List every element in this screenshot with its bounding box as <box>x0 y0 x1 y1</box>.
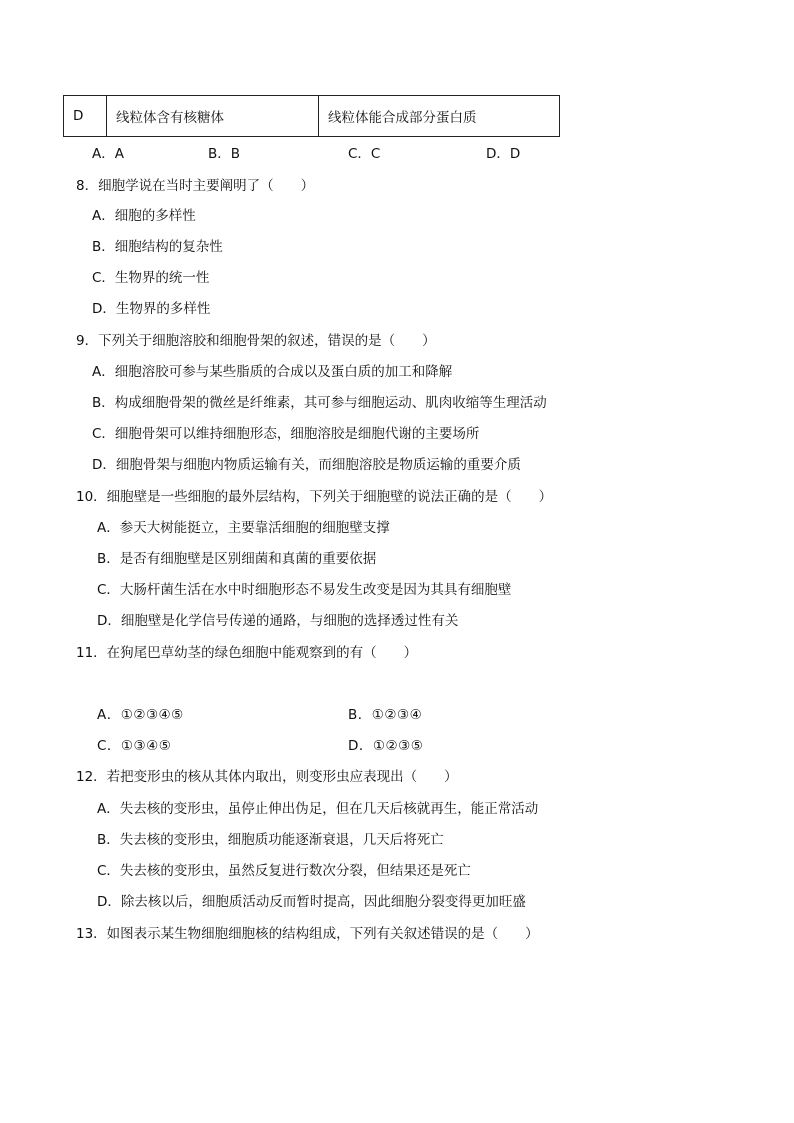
q12-option-b: B．失去核的变形虫，细胞质功能逐渐衰退，几天后将死亡 <box>97 832 444 848</box>
q8-option-a: A．细胞的多样性 <box>92 208 196 224</box>
q10-option-b: B．是否有细胞壁是区别细菌和真菌的重要依据 <box>97 551 377 567</box>
question-11-stem: 11．在狗尾巴草幼茎的绿色细胞中能观察到的有（ ） <box>76 645 418 661</box>
option-table <box>63 95 560 137</box>
q9-option-c: C．细胞骨架可以维持细胞形态，细胞溶胶是细胞代谢的主要场所 <box>92 426 480 442</box>
question-9-stem: 9．下列关于细胞溶胶和细胞骨架的叙述，错误的是（ ） <box>76 333 436 349</box>
q10-option-d: D．细胞壁是化学信号传递的通路，与细胞的选择透过性有关 <box>97 613 459 629</box>
q8-option-d: D．生物界的多样性 <box>92 301 211 317</box>
question-8-stem: 8．细胞学说在当时主要阐明了（ ） <box>76 178 315 194</box>
q11-option-d: D．①②③⑤ <box>348 738 424 754</box>
q9-option-a: A．细胞溶胶可参与某些脂质的合成以及蛋白质的加工和降解 <box>92 364 453 380</box>
question-13-stem: 13．如图表示某生物细胞细胞核的结构组成，下列有关叙述错误的是（ ） <box>76 926 539 942</box>
q12-option-c: C．失去核的变形虫，虽然反复进行数次分裂，但结果还是死亡 <box>97 863 471 879</box>
q9-option-b: B．构成细胞骨架的微丝是纤维素，其可参与细胞运动、肌肉收缩等生理活动 <box>92 395 547 411</box>
question-12-stem: 12．若把变形虫的核从其体内取出，则变形虫应表现出（ ） <box>76 769 458 785</box>
row-col1-cell: 线粒体含有核糖体 <box>107 96 319 137</box>
q8-option-c: C．生物界的统一性 <box>92 270 210 286</box>
question-10-stem: 10．细胞壁是一些细胞的最外层结构，下列关于细胞壁的说法正确的是（ ） <box>76 489 553 505</box>
q8-option-b: B．细胞结构的复杂性 <box>92 239 223 255</box>
q11-option-c: C．①③④⑤ <box>97 738 172 754</box>
q10-option-c: C．大肠杆菌生活在水中时细胞形态不易发生改变是因为其具有细胞壁 <box>97 582 512 598</box>
q12-option-a: A．失去核的变形虫，虽停止伸出伪足，但在几天后核就再生，能正常活动 <box>97 801 539 817</box>
q10-option-a: A．参天大树能挺立，主要靠活细胞的细胞壁支撑 <box>97 520 390 536</box>
q12-option-d: D．除去核以后，细胞质活动反而暂时提高，因此细胞分裂变得更加旺盛 <box>97 894 526 910</box>
table-row <box>64 96 560 137</box>
q11-option-a: A．①②③④⑤ <box>97 707 184 723</box>
q9-option-d: D．细胞骨架与细胞内物质运输有关，而细胞溶胶是物质运输的重要介质 <box>92 457 521 473</box>
q7-option-a: A．A <box>92 146 124 162</box>
row-letter-cell: D <box>64 96 107 137</box>
q7-option-d: D．D <box>486 146 521 162</box>
q7-option-b: B．B <box>208 146 241 162</box>
q7-option-c: C．C <box>348 146 381 162</box>
row-col2-cell: 线粒体能合成部分蛋白质 <box>319 96 560 137</box>
q11-option-b: B．①②③④ <box>348 707 423 723</box>
